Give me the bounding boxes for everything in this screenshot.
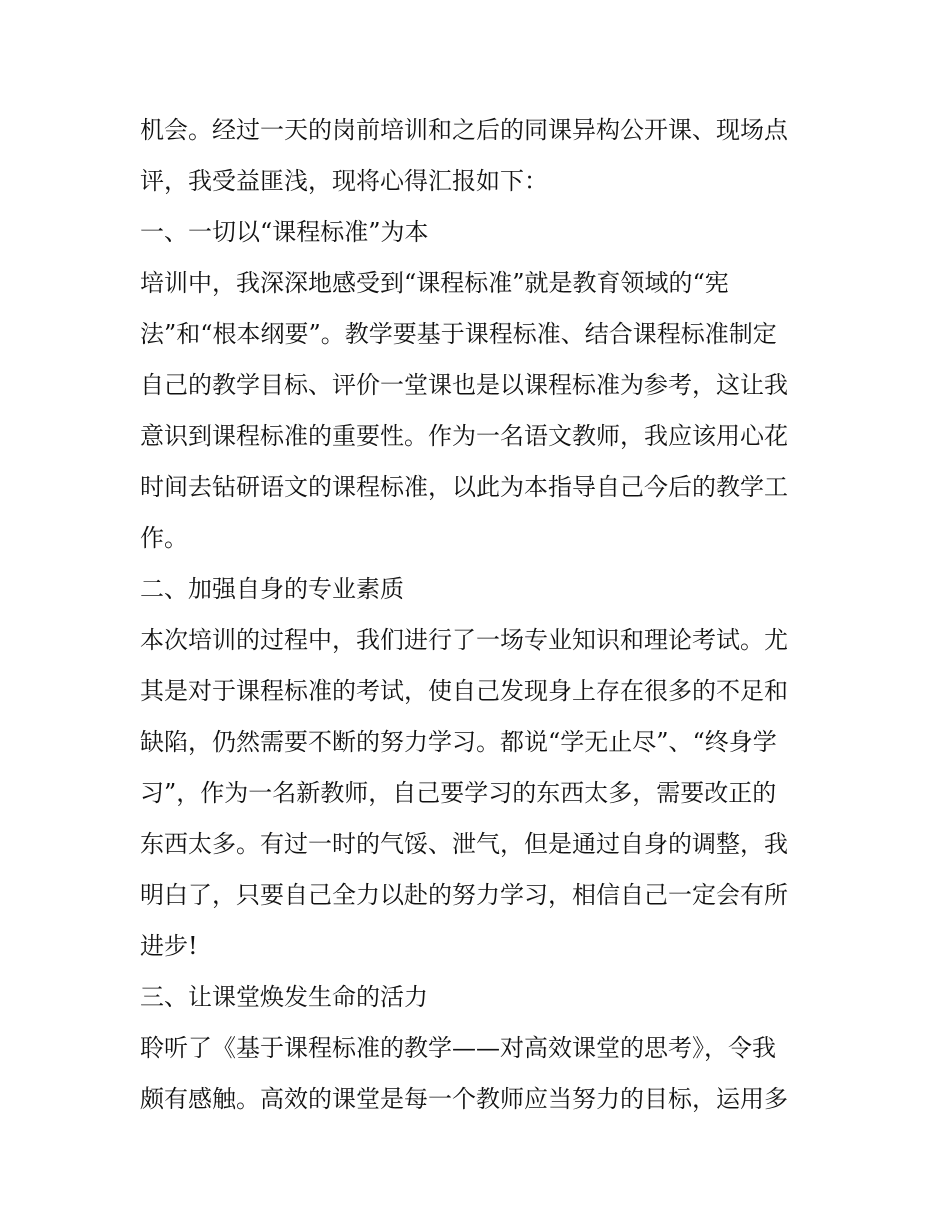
text-line: 本次培训的过程中，我们进行了一场专业知识和理论考试。尤 (140, 626, 788, 654)
text-line: 作。 (140, 524, 188, 552)
text-line: 颇有感触。高效的课堂是每一个教师应当努力的目标，运用多 (140, 1085, 788, 1113)
text-line: 习”，作为一名新教师，自己要学习的东西太多，需要改正的 (140, 779, 777, 807)
text-line: 评，我受益匪浅，现将心得汇报如下： (140, 167, 548, 195)
text-line: 自己的教学目标、评价一堂课也是以课程标准为参考，这让我 (140, 371, 788, 399)
section-heading-1: 一、一切以“课程标准”为本 (140, 218, 429, 246)
text-line: 其是对于课程标准的考试，使自己发现身上存在很多的不足和 (140, 677, 788, 705)
document-body (140, 105, 820, 1125)
text-line: 进步! (140, 932, 198, 960)
text-line: 缺陷，仍然需要不断的努力学习。都说“学无止尽”、“终身学 (140, 728, 777, 756)
text-line: 意识到课程标准的重要性。作为一名语文教师，我应该用心花 (140, 422, 788, 450)
text-line: 聆听了《基于课程标准的教学——对高效课堂的思考》，令我 (140, 1034, 776, 1062)
section-heading-3: 三、让课堂焕发生命的活力 (140, 983, 428, 1011)
text-line: 明白了，只要自己全力以赴的努力学习，相信自己一定会有所 (140, 881, 788, 909)
text-line: 法”和“根本纲要”。教学要基于课程标准、结合课程标准制定 (140, 320, 777, 348)
text-line: 东西太多。有过一时的气馁、泄气，但是通过自身的调整，我 (140, 830, 788, 858)
text-line: 机会。经过一天的岗前培训和之后的同课异构公开课、现场点 (140, 116, 788, 144)
section-heading-2: 二、加强自身的专业素质 (140, 575, 404, 603)
text-line: 培训中，我深深地感受到“课程标准”就是教育领域的“宪 (140, 269, 729, 297)
text-line: 时间去钻研语文的课程标准，以此为本指导自己今后的教学工 (140, 473, 788, 501)
